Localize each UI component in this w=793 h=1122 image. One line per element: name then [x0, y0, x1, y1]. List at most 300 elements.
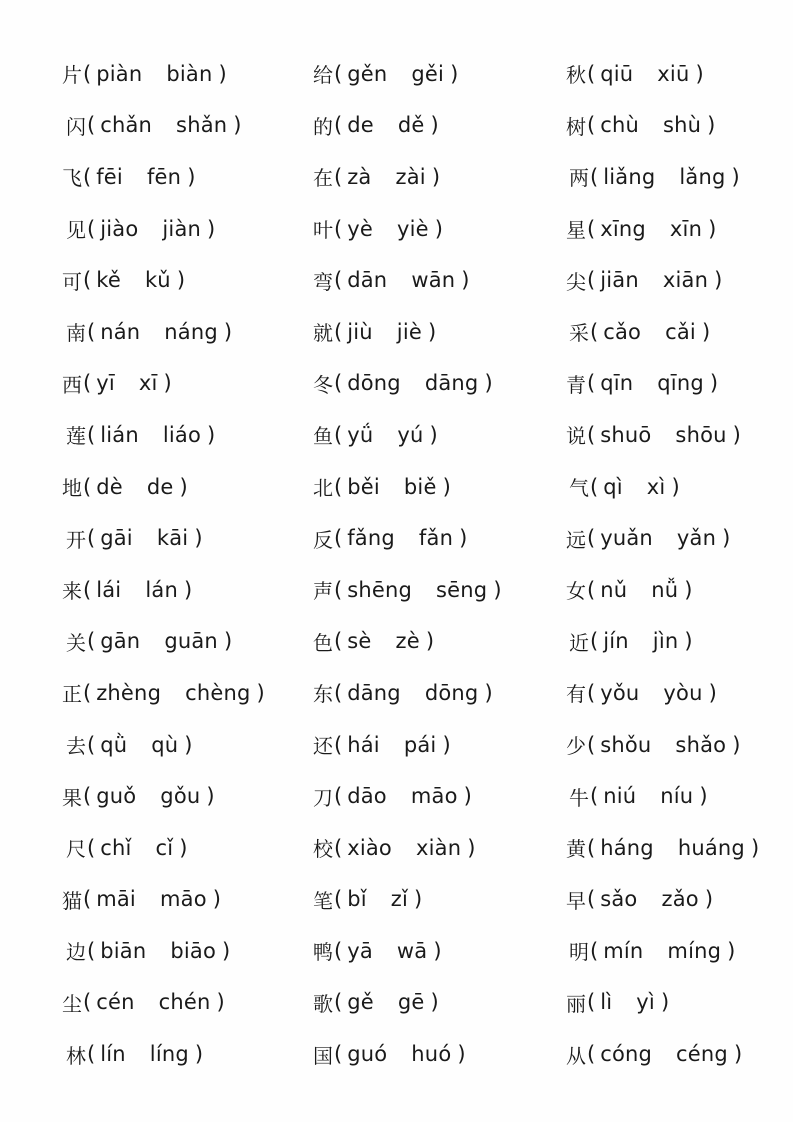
pinyin-entry	[62, 719, 302, 771]
open-paren: (	[587, 990, 596, 1015]
pinyin-entry	[313, 254, 553, 306]
pinyin-option-b: xīn	[669, 216, 703, 241]
hanzi-character: 开	[66, 527, 86, 552]
open-paren: (	[334, 680, 343, 705]
pinyin-entry	[566, 151, 786, 203]
open-paren: (	[83, 887, 92, 912]
hanzi-character: 声	[313, 579, 333, 604]
hanzi-character: 气	[569, 476, 589, 501]
pinyin-option-a: jiào	[100, 216, 139, 241]
hanzi-character: 远	[566, 527, 586, 552]
hanzi-character: 就	[313, 321, 333, 346]
pinyin-option-a: gěn	[347, 61, 388, 86]
close-paren: )	[733, 1042, 743, 1067]
pinyin-option-b: jiàn	[162, 216, 202, 241]
close-paren: )	[695, 61, 704, 86]
pinyin-option-b: wā	[396, 938, 428, 963]
pinyin-option-a: mín	[603, 938, 644, 963]
close-paren: )	[671, 474, 680, 499]
open-paren: (	[83, 474, 92, 499]
close-paren: )	[699, 784, 708, 809]
close-paren: )	[750, 835, 760, 860]
open-paren: (	[334, 990, 343, 1015]
pinyin-option-a: dāo	[347, 784, 387, 809]
pinyin-entry	[313, 151, 553, 203]
open-paren: (	[334, 371, 343, 396]
pinyin-entry	[566, 358, 786, 410]
open-paren: (	[587, 268, 596, 293]
close-paren: )	[430, 990, 439, 1015]
pinyin-option-a: kě	[96, 268, 121, 293]
pinyin-option-a: sǎo	[600, 887, 638, 912]
pinyin-option-a: jín	[603, 629, 629, 654]
close-paren: )	[493, 577, 502, 602]
pinyin-option-a: chǐ	[100, 835, 132, 860]
open-paren: (	[83, 990, 92, 1015]
open-paren: (	[334, 422, 343, 447]
hanzi-character: 关	[66, 630, 86, 655]
pinyin-option-b: yiè	[396, 216, 429, 241]
pinyin-option-b: liáo	[162, 422, 202, 447]
open-paren: (	[334, 1042, 343, 1067]
pinyin-option-b: zǎo	[661, 887, 699, 912]
close-paren: )	[709, 371, 719, 396]
open-paren: (	[87, 938, 96, 963]
pinyin-option-a: guó	[347, 1042, 388, 1067]
close-paren: )	[429, 422, 438, 447]
open-paren: (	[334, 268, 343, 293]
close-paren: )	[179, 474, 188, 499]
pinyin-entry	[62, 925, 302, 977]
open-paren: (	[83, 61, 92, 86]
open-paren: (	[587, 371, 596, 396]
pinyin-option-a: cén	[96, 990, 135, 1015]
close-paren: )	[457, 1042, 466, 1067]
pinyin-option-a: niú	[603, 784, 637, 809]
open-paren: (	[334, 629, 343, 654]
close-paren: )	[714, 268, 723, 293]
pinyin-option-a: gāi	[100, 526, 133, 551]
pinyin-option-b: jiè	[396, 319, 422, 344]
close-paren: )	[442, 474, 451, 499]
pinyin-entry	[62, 977, 302, 1029]
pinyin-option-a: yuǎn	[600, 526, 653, 551]
open-paren: (	[590, 629, 599, 654]
pinyin-option-b: xiān	[662, 268, 709, 293]
pinyin-entry	[62, 203, 302, 255]
pinyin-entry	[62, 512, 302, 564]
open-paren: (	[334, 938, 343, 963]
pinyin-option-a: cǎo	[603, 319, 642, 344]
pinyin-entry	[566, 100, 786, 152]
pinyin-option-a: de	[347, 113, 374, 138]
close-paren: )	[467, 835, 476, 860]
open-paren: (	[87, 422, 96, 447]
close-paren: )	[223, 319, 233, 344]
pinyin-option-b: pái	[403, 732, 437, 757]
pinyin-option-b: biàn	[166, 61, 213, 86]
hanzi-character: 尺	[66, 837, 86, 862]
hanzi-character: 丽	[566, 991, 586, 1016]
pinyin-entry	[566, 512, 786, 564]
pinyin-option-a: lái	[96, 577, 122, 602]
close-paren: )	[431, 164, 441, 189]
pinyin-option-a: qīn	[600, 371, 634, 396]
pinyin-option-b: kǔ	[144, 268, 171, 293]
pinyin-option-b: lǎng	[679, 164, 726, 189]
hanzi-character: 还	[313, 734, 333, 759]
pinyin-option-a: lián	[100, 422, 139, 447]
hanzi-character: 见	[66, 218, 86, 243]
hanzi-character: 两	[569, 166, 589, 191]
hanzi-character: 明	[569, 940, 589, 965]
pinyin-option-b: xiàn	[415, 835, 462, 860]
open-paren: (	[87, 732, 96, 757]
close-paren: )	[732, 422, 741, 447]
hanzi-character: 近	[569, 630, 589, 655]
pinyin-option-b: xì	[646, 474, 666, 499]
open-paren: (	[334, 319, 343, 344]
open-paren: (	[334, 835, 343, 860]
pinyin-option-a: yā	[347, 938, 373, 963]
pinyin-entry	[566, 306, 786, 358]
pinyin-entry	[313, 770, 553, 822]
pinyin-option-a: yī	[96, 371, 115, 396]
open-paren: (	[87, 835, 96, 860]
pinyin-option-b: xī	[138, 371, 158, 396]
pinyin-option-b: guān	[164, 629, 218, 654]
close-paren: )	[484, 680, 493, 705]
close-paren: )	[222, 938, 231, 963]
hanzi-character: 刀	[313, 785, 333, 810]
hanzi-character: 猫	[62, 888, 82, 913]
pinyin-option-b: biāo	[170, 938, 217, 963]
open-paren: (	[334, 474, 343, 499]
close-paren: )	[183, 577, 193, 602]
pinyin-option-a: qì	[603, 474, 623, 499]
close-paren: )	[184, 732, 193, 757]
close-paren: )	[701, 319, 711, 344]
pinyin-entry	[62, 409, 302, 461]
hanzi-character: 南	[66, 321, 86, 346]
close-paren: )	[194, 526, 203, 551]
open-paren: (	[587, 422, 596, 447]
pinyin-entry	[62, 358, 302, 410]
pinyin-option-a: nán	[100, 319, 141, 344]
hanzi-character: 闪	[66, 114, 86, 139]
pinyin-entry	[313, 461, 553, 513]
pinyin-option-a: dōng	[347, 371, 401, 396]
pinyin-option-b: céng	[676, 1042, 728, 1067]
hanzi-character: 弯	[313, 269, 333, 294]
pinyin-option-a: dè	[96, 474, 123, 499]
pinyin-entry	[566, 409, 786, 461]
close-paren: )	[414, 887, 423, 912]
pinyin-option-a: xiào	[347, 835, 392, 860]
hanzi-character: 叶	[313, 218, 333, 243]
hanzi-character: 牛	[569, 785, 589, 810]
close-paren: )	[660, 990, 670, 1015]
pinyin-option-a: hái	[347, 732, 380, 757]
pinyin-option-b: cǐ	[155, 835, 174, 860]
pinyin-option-a: shēng	[347, 577, 413, 602]
hanzi-character: 正	[62, 682, 82, 707]
hanzi-character: 树	[566, 114, 586, 139]
hanzi-character: 果	[62, 785, 82, 810]
pinyin-option-b: qù	[151, 732, 179, 757]
pinyin-option-b: shǎo	[675, 732, 727, 757]
hanzi-character: 歌	[313, 991, 333, 1016]
hanzi-character: 星	[566, 218, 586, 243]
hanzi-character: 莲	[66, 424, 86, 449]
pinyin-entry	[62, 1028, 302, 1080]
open-paren: (	[334, 577, 343, 602]
close-paren: )	[484, 371, 493, 396]
hanzi-character: 国	[313, 1043, 333, 1068]
open-paren: (	[587, 732, 596, 757]
close-paren: )	[425, 629, 435, 654]
pinyin-entry	[313, 409, 553, 461]
pinyin-option-b: zài	[395, 164, 426, 189]
pinyin-option-b: yú	[397, 422, 424, 447]
close-paren: )	[727, 938, 736, 963]
pinyin-option-a: biān	[100, 938, 147, 963]
pinyin-option-b: fēn	[146, 164, 182, 189]
close-paren: )	[732, 732, 741, 757]
pinyin-entry	[313, 667, 553, 719]
pinyin-entry	[313, 100, 553, 152]
pinyin-entry	[62, 100, 302, 152]
close-paren: )	[684, 577, 693, 602]
open-paren: (	[587, 577, 596, 602]
pinyin-option-a: shuō	[600, 422, 652, 447]
close-paren: )	[223, 629, 233, 654]
open-paren: (	[87, 526, 96, 551]
hanzi-character: 黄	[566, 837, 586, 862]
hanzi-character: 在	[313, 166, 333, 191]
pinyin-option-b: shōu	[675, 422, 727, 447]
pinyin-entry	[313, 925, 553, 977]
pinyin-entry	[313, 977, 553, 1029]
pinyin-option-b: wān	[411, 268, 456, 293]
pinyin-entry	[566, 977, 786, 1029]
pinyin-entry	[62, 822, 302, 874]
pinyin-entry	[313, 564, 553, 616]
open-paren: (	[587, 1042, 596, 1067]
open-paren: (	[334, 887, 343, 912]
pinyin-option-b: qīng	[657, 371, 704, 396]
pinyin-entry	[313, 358, 553, 410]
open-paren: (	[87, 319, 96, 344]
close-paren: )	[450, 61, 459, 86]
close-paren: )	[459, 526, 468, 551]
pinyin-entry	[566, 925, 786, 977]
pinyin-entry	[566, 770, 786, 822]
pinyin-entry	[566, 564, 786, 616]
pinyin-entry	[62, 254, 302, 306]
open-paren: (	[587, 835, 596, 860]
pinyin-option-a: yè	[347, 216, 373, 241]
pinyin-entry	[313, 822, 553, 874]
pinyin-option-b: māo	[159, 887, 207, 912]
hanzi-character: 秋	[566, 63, 586, 88]
open-paren: (	[590, 164, 599, 189]
hanzi-character: 说	[566, 424, 586, 449]
close-paren: )	[207, 216, 216, 241]
pinyin-option-a: lín	[100, 1042, 126, 1067]
pinyin-option-b: huáng	[677, 835, 745, 860]
open-paren: (	[587, 887, 596, 912]
hanzi-character: 青	[566, 372, 586, 397]
pinyin-option-b: dōng	[424, 680, 479, 705]
hanzi-character: 西	[62, 372, 82, 397]
close-paren: )	[163, 371, 172, 396]
pinyin-option-a: gě	[347, 990, 374, 1015]
close-paren: )	[433, 938, 442, 963]
open-paren: (	[590, 319, 599, 344]
close-paren: )	[722, 526, 731, 551]
close-paren: )	[684, 629, 693, 654]
close-paren: )	[428, 319, 437, 344]
hanzi-character: 笔	[313, 888, 333, 913]
pinyin-entry	[313, 306, 553, 358]
pinyin-option-b: jìn	[652, 629, 679, 654]
open-paren: (	[587, 526, 596, 551]
pinyin-entry	[566, 203, 786, 255]
pinyin-entry	[313, 616, 553, 668]
open-paren: (	[83, 164, 92, 189]
open-paren: (	[334, 732, 343, 757]
pinyin-option-b: yòu	[663, 680, 703, 705]
hanzi-character: 边	[66, 940, 86, 965]
open-paren: (	[83, 268, 92, 293]
pinyin-option-b: yì	[636, 990, 655, 1015]
hanzi-character: 女	[566, 579, 586, 604]
open-paren: (	[334, 784, 343, 809]
hanzi-character: 尘	[62, 991, 82, 1016]
pinyin-option-a: qǜ	[100, 732, 128, 757]
pinyin-entry	[566, 719, 786, 771]
pinyin-entry	[62, 667, 302, 719]
close-paren: )	[207, 422, 216, 447]
open-paren: (	[590, 474, 599, 499]
pinyin-entry	[313, 874, 553, 926]
open-paren: (	[334, 164, 343, 189]
open-paren: (	[83, 577, 92, 602]
pinyin-option-b: zǐ	[390, 887, 409, 912]
pinyin-entry	[566, 461, 786, 513]
close-paren: )	[463, 784, 472, 809]
pinyin-option-a: jiù	[347, 319, 373, 344]
close-paren: )	[218, 61, 227, 86]
pinyin-option-b: dāng	[424, 371, 479, 396]
pinyin-option-b: chèng	[185, 680, 251, 705]
pinyin-option-a: guǒ	[96, 784, 137, 809]
open-paren: (	[87, 216, 96, 241]
pinyin-option-a: gān	[100, 629, 141, 654]
open-paren: (	[83, 371, 92, 396]
hanzi-character: 采	[569, 321, 589, 346]
pinyin-option-b: shǎn	[176, 113, 228, 138]
close-paren: )	[179, 835, 188, 860]
pinyin-option-a: jiān	[600, 268, 639, 293]
pinyin-option-b: yǎn	[676, 526, 717, 551]
hanzi-character: 有	[566, 682, 586, 707]
hanzi-character: 反	[313, 527, 333, 552]
open-paren: (	[83, 784, 92, 809]
open-paren: (	[334, 61, 343, 86]
pinyin-option-a: chǎn	[100, 113, 153, 138]
pinyin-option-b: náng	[164, 319, 218, 344]
pinyin-entry	[62, 306, 302, 358]
close-paren: )	[187, 164, 196, 189]
pinyin-option-b: nǚ	[651, 577, 679, 602]
pinyin-entry	[62, 616, 302, 668]
open-paren: (	[587, 680, 596, 705]
pinyin-entry	[566, 822, 786, 874]
hanzi-character: 给	[313, 63, 333, 88]
pinyin-option-a: sè	[347, 629, 372, 654]
pinyin-option-a: fǎng	[347, 526, 395, 551]
open-paren: (	[587, 61, 596, 86]
hanzi-character: 来	[62, 579, 82, 604]
pinyin-option-b: māo	[410, 784, 458, 809]
close-paren: )	[212, 887, 221, 912]
pinyin-option-a: māi	[96, 887, 136, 912]
hanzi-character: 北	[313, 476, 333, 501]
pinyin-option-b: gē	[397, 990, 425, 1015]
column-2	[313, 48, 553, 1080]
pinyin-entry	[566, 616, 786, 668]
open-paren: (	[334, 113, 343, 138]
pinyin-entry	[566, 254, 786, 306]
pinyin-entry	[566, 48, 786, 100]
pinyin-option-a: xīng	[600, 216, 646, 241]
pinyin-option-a: piàn	[96, 61, 143, 86]
open-paren: (	[83, 680, 92, 705]
open-paren: (	[87, 113, 96, 138]
pinyin-option-b: biě	[403, 474, 437, 499]
close-paren: )	[707, 113, 716, 138]
pinyin-option-b: xiū	[657, 61, 690, 86]
hanzi-character: 去	[66, 734, 86, 759]
close-paren: )	[233, 113, 242, 138]
open-paren: (	[590, 784, 599, 809]
pinyin-entry	[62, 874, 302, 926]
column-1	[62, 48, 302, 1080]
pinyin-option-a: yǘ	[347, 422, 374, 447]
pinyin-entry	[62, 461, 302, 513]
pinyin-entry	[566, 667, 786, 719]
pinyin-option-b: sēng	[436, 577, 488, 602]
hanzi-character: 的	[313, 114, 333, 139]
pinyin-option-b: zè	[395, 629, 420, 654]
pinyin-option-b: líng	[149, 1042, 189, 1067]
close-paren: )	[176, 268, 186, 293]
pinyin-entry	[313, 719, 553, 771]
pinyin-option-a: liǎng	[603, 164, 656, 189]
pinyin-option-b: fǎn	[418, 526, 454, 551]
close-paren: )	[708, 680, 717, 705]
close-paren: )	[206, 784, 215, 809]
pinyin-option-b: dě	[397, 113, 425, 138]
pinyin-option-b: gěi	[411, 61, 445, 86]
hanzi-character: 少	[566, 734, 586, 759]
pinyin-option-a: dāng	[347, 680, 401, 705]
pinyin-option-b: kāi	[156, 526, 189, 551]
pinyin-entry	[313, 1028, 553, 1080]
pinyin-entry	[62, 151, 302, 203]
